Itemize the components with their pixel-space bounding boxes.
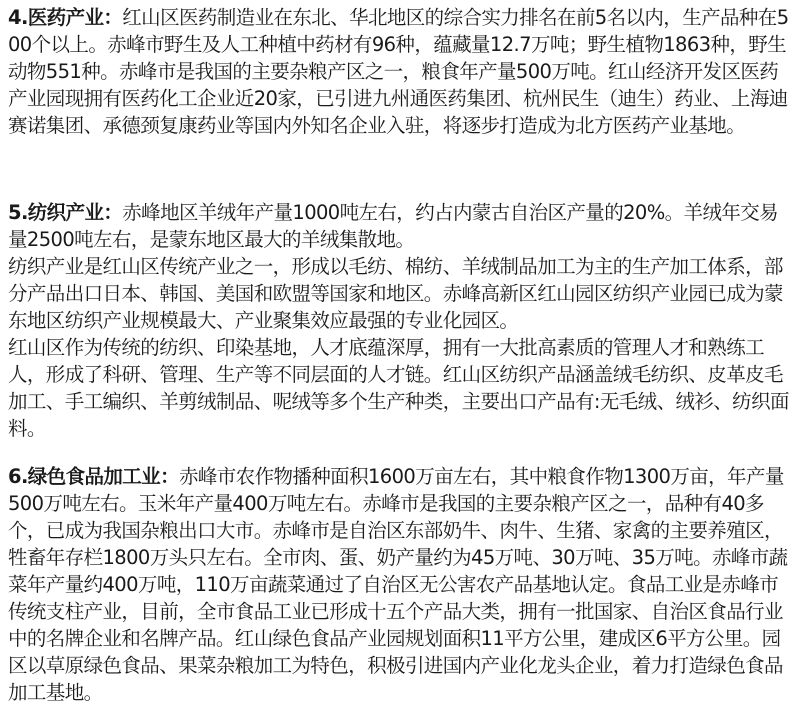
section-text: 红山区医药制造业在东北、华北地区的综合实力排名在前5名以内，生产品种在500个以上。赤峰市野生及人工种植中药材有96种，蕴藏量12.7万吨；野生植物1863种，野生动物551种。赤峰市是我国的主要杂粮产区之一，粮食年产量500万吨。红山经济开发区医药产业园现拥有医药化工企业近20家，已引进九州通医药集团、杭州民生（迪生）药业、上海迪赛诺集团、承德颈复康药业等国内外知名企业入驻，将逐步打造成为北方医药产业基地。 bbox=[8, 6, 789, 137]
section-heading: 6.绿色食品加工业： bbox=[8, 465, 179, 488]
section-pharmaceutical-industry bbox=[8, 4, 792, 139]
section-paragraph bbox=[8, 4, 792, 139]
section-paragraph: 红山区作为传统的纺织、印染基地，人才底蕴深厚，拥有一大批高素质的管理人才和熟练工人，形成了科研、管理、生产等不同层面的人才链。红山区纺织产品涵盖绒毛纺织、皮革皮毛加工、手工编织、羊剪绒制品、呢绒等多个生产种类，主要出口产品有:无毛绒、绒衫、纺织面料。 bbox=[8, 336, 789, 440]
section-green-food-industry bbox=[8, 463, 792, 706]
section-paragraph bbox=[8, 199, 792, 253]
section-text: 赤峰地区羊绒年产量1000吨左右，约占内蒙古自治区产量的20%。羊绒年交易量2500吨左右，是蒙东地区最大的羊绒集散地。 bbox=[8, 201, 779, 251]
section-heading: 5.纺织产业： bbox=[8, 201, 123, 224]
section-paragraph bbox=[8, 463, 792, 706]
section-heading: 4.医药产业： bbox=[8, 6, 123, 29]
section-paragraph: 纺织产业是红山区传统产业之一，形成以毛纺、棉纺、羊绒制品加工为主的生产加工体系，部分产品出口日本、韩国、美国和欧盟等国家和地区。赤峰高新区红山园区纺织产业园已成为蒙东地区纺织产业规模最大、产业聚集效应最强的专业化园区。 bbox=[8, 255, 783, 332]
section-text: 赤峰市农作物播种面积1600万亩左右，其中粮食作物1300万亩，年产量500万吨左右。玉米年产量400万吨左右。赤峰市是我国的主要杂粮产区之一，品种有40多个，已成为我国杂粮出口大市。赤峰市是自治区东部奶牛、肉牛、生猪、家禽的主要养殖区，牲畜年存栏1800万头只左右。全市肉、蛋、奶产量约为45万吨、30万吨、35万吨。赤峰市蔬菜年产量约400万吨，110万亩蔬菜通过了自治区无公害农产品基地认定。食品工业是赤峰市传统支柱产业，目前，全市食品工业已形成十五个产品大类，拥有一批国家、自治区食品行业中的名牌企业和名牌产品。红山绿色食品产业园规划面积11平方公里，建成区6平方公里。园区以草原绿色食品、果菜杂粮加工为特色，积极引进国内产业化龙头企业，着力打造绿色食品加工基地。 bbox=[8, 465, 788, 704]
section-textile-industry bbox=[8, 199, 792, 442]
